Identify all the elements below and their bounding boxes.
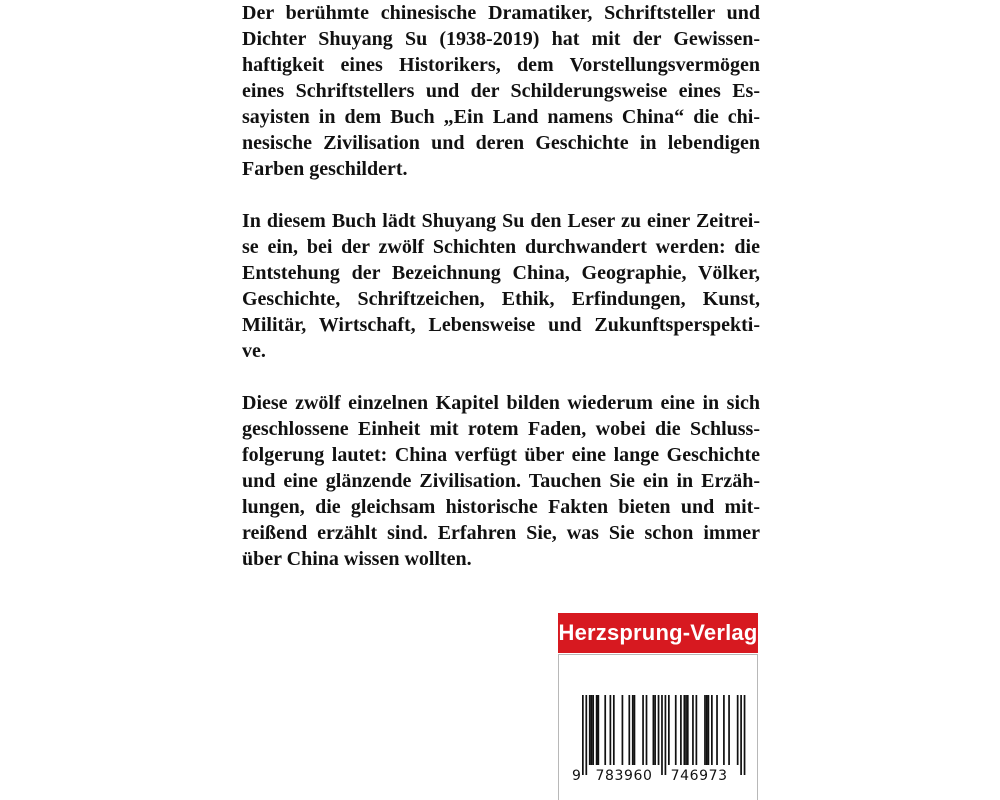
text-line: Geschichte, Schriftzeichen, Ethik, Erfindungen, Kunst, [242, 288, 760, 310]
blurb-paragraph-2 [242, 208, 760, 364]
barcode-bar [696, 695, 698, 765]
barcode-bar [634, 695, 636, 765]
barcode-bar [646, 695, 648, 765]
barcode-bar [582, 695, 584, 775]
barcode-bar [685, 695, 687, 765]
barcode-bar [687, 695, 689, 765]
publisher-label: Herzsprung-Verlag [558, 613, 758, 653]
barcode-bar [642, 695, 644, 765]
barcode-bar [632, 695, 634, 765]
barcode-bar [591, 695, 593, 765]
barcode-bar [711, 695, 713, 765]
barcode-bar [658, 695, 660, 765]
barcode-bar [692, 695, 694, 765]
text-line: Militär, Wirtschaft, Lebensweise und Zukunftsperspekti- [242, 314, 760, 336]
blurb-text [242, 0, 760, 572]
text-line: geschlossene Einheit mit rotem Faden, wobei die Schluss- [242, 418, 760, 440]
blurb-paragraph-3 [242, 390, 760, 572]
text-line: se ein, bei der zwölf Schichten durchwandert werden: die [242, 236, 760, 258]
text-line: Diese zwölf einzelnen Kapitel bilden wiederum eine in sich [242, 392, 760, 414]
barcode-bar [661, 695, 663, 775]
text-line: folgerung lautet: China verfügt über eine lange Geschichte [242, 444, 760, 466]
barcode-first-digit: 9 [572, 768, 582, 784]
barcode-bar [589, 695, 591, 765]
text-line: lungen, die gleichsam historische Fakten bieten und mit- [242, 496, 760, 518]
barcode-bar [668, 695, 670, 765]
barcode-left-group: 783960 [595, 768, 653, 784]
barcode-bar [597, 695, 599, 765]
text-line: Dichter Shuyang Su (1938-2019) hat mit der Gewissen- [242, 28, 760, 50]
text-line: nesische Zivilisation und deren Geschichte in lebendigen [242, 132, 760, 154]
text-line: ve. [242, 340, 266, 362]
barcode-bar [740, 695, 742, 775]
blurb-paragraph-1 [242, 0, 760, 182]
barcode-bar [683, 695, 685, 765]
barcode-bar [744, 695, 746, 775]
barcode-bar [654, 695, 656, 765]
barcode-bar [622, 695, 624, 765]
text-line: über China wissen wollten. [242, 548, 472, 570]
barcode-bar [585, 695, 587, 775]
barcode-bar [708, 695, 710, 765]
text-line: haftigkeit eines Historikers, dem Vorstellungsvermögen [242, 54, 760, 76]
barcode-bar [604, 695, 606, 765]
text-line: reißend erzählt sind. Erfahren Sie, was Sie schon immer [242, 522, 760, 544]
text-line: Farben geschildert. [242, 158, 408, 180]
barcode [558, 654, 758, 800]
barcode-bar [704, 695, 706, 765]
barcode-bar [628, 695, 630, 765]
barcode-digits [572, 768, 747, 784]
text-line: sayisten in dem Buch „Ein Land namens China“ die chi- [242, 106, 760, 128]
barcode-bar [723, 695, 725, 765]
text-line: Entstehung der Bezeichnung China, Geographie, Völker, [242, 262, 760, 284]
barcode-bar [675, 695, 677, 765]
barcode-bar [665, 695, 667, 775]
barcode-bar [613, 695, 615, 765]
text-line: Der berühmte chinesische Dramatiker, Schriftsteller und [242, 2, 760, 24]
barcode-bar [716, 695, 718, 765]
barcode-bar [737, 695, 739, 765]
text-line: und eine glänzende Zivilisation. Tauchen Sie ein in Erzäh- [242, 470, 760, 492]
text-line: eines Schriftstellers und der Schilderungsweise eines Es- [242, 80, 760, 102]
barcode-bar [596, 695, 598, 765]
barcode-bar [610, 695, 612, 765]
barcode-bar [653, 695, 655, 765]
barcode-right-group: 746973 [670, 768, 728, 784]
barcode-bar [728, 695, 730, 765]
barcode-bars [571, 695, 747, 775]
text-line: In diesem Buch lädt Shuyang Su den Leser zu einer Zeitrei- [242, 210, 760, 232]
barcode-bar [680, 695, 682, 765]
barcode-bar [592, 695, 594, 765]
barcode-bar [706, 695, 708, 765]
